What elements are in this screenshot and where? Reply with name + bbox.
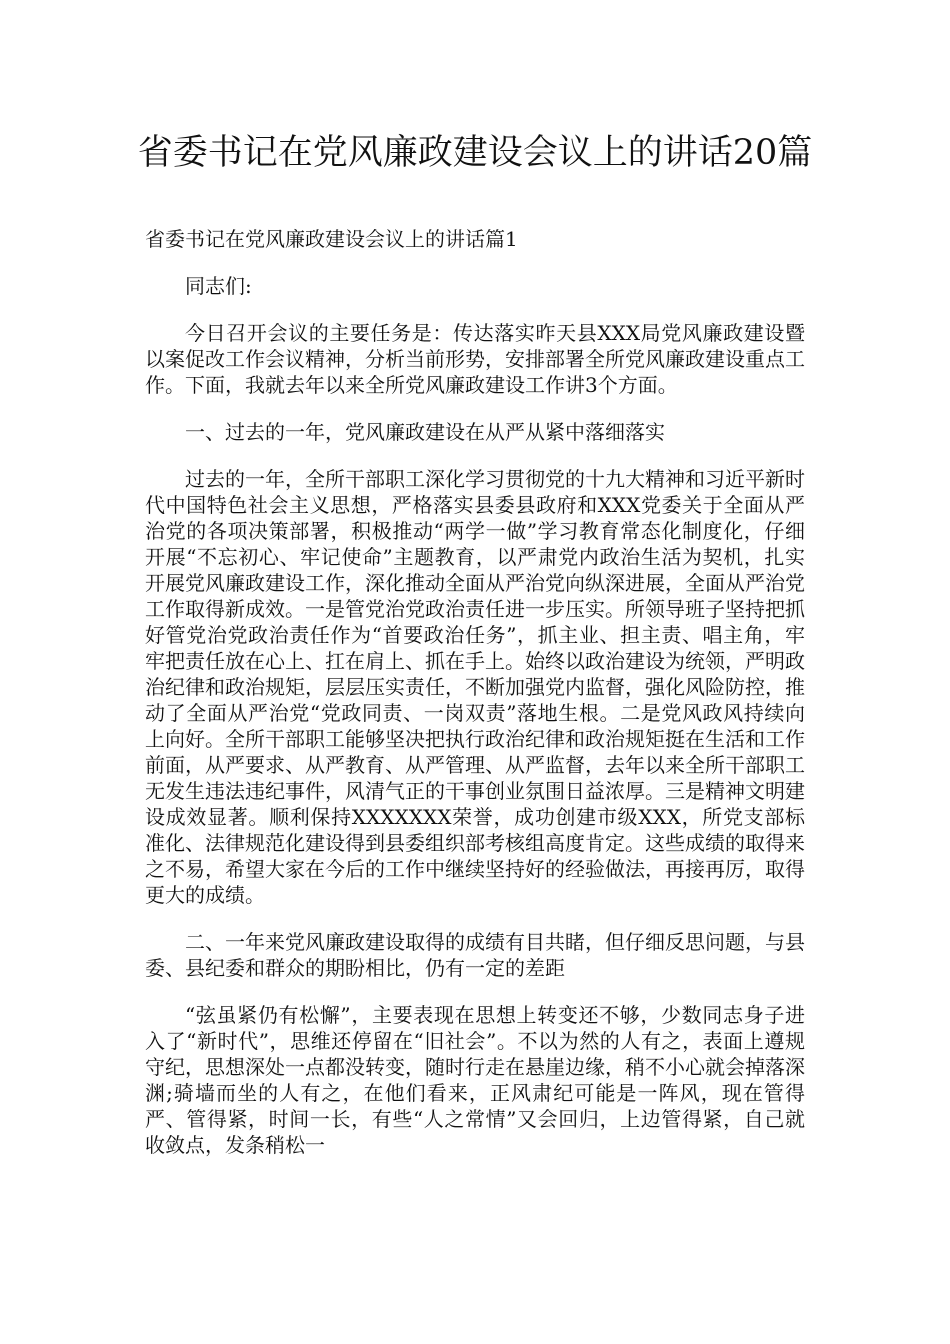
paragraph-greeting: 同志们: bbox=[185, 274, 252, 298]
paragraph-section-2: “弦虽紧仍有松懈”，主要表现在思想上转变还不够，少数同志身子进入了“新时代”，思维还停留在“旧社会”。不以为然的人有之，表面上遵规守纪，思想深处一点都没转变，随时行走在悬崖边缘，稍不小心就会掉落深渊;骑墙而坐的人有之，在他们看来，正风肃纪可能是一阵风，现在管得严、管得紧，时间一长，有些“人之常情”又会回归，上边管得紧，自己就收敛点，发条稍松一 bbox=[145, 1003, 805, 1157]
paragraph-section-1: 过去的一年，全所干部职工深化学习贯彻党的十九大精神和习近平新时代中国特色社会主义思想，严格落实县委县政府和XXX党委关于全面从严治党的各项决策部署，积极推动“两学一做”学习教育常态化制度化，仔细开展“不忘初心、牢记使命”主题教育，以严肃党内政治生活为契机，扎实开展党风廉政建设工作，深化推动全面从严治党向纵深进展，全面从严治党工作取得新成效。一是管党治党政治责任进一步压实。所领导班子坚持把抓好管党治党政治责任作为“首要政治任务”，抓主业、担主责、唱主角，牢牢把责任放在心上、扛在肩上、抓在手上。始终以政治建设为统领，严明政治纪律和政治规矩，层层压实责任，不断加强党内监督，强化风险防控，推动了全面从严治党“党政同责、一岗双责”落地生根。二是党风政风持续向上向好。全所干部职工能够坚决把执行政治纪律和政治规矩挺在生活和工作前面，从严要求、从严教育、从严管理、从严监督，去年以来全所干部职工无发生违法违纪事件，风清气正的干事创业氛围日益浓厚。三是精神文明建设成效显著。顺利保持XXXXXXX荣誉，成功创建市级XXX，所党支部标准化、法律规范化建设得到县委组织部考核组高度肯定。这些成绩的取得来之不易，希望大家在今后的工作中继续坚持好的经验做法，再接再厉，取得更大的成绩。 bbox=[145, 467, 805, 907]
document-subtitle: 省委书记在党风廉政建设会议上的讲话篇1 bbox=[145, 227, 518, 251]
document-title: 省委书记在党风廉政建设会议上的讲话20篇 bbox=[137, 133, 813, 173]
document-body bbox=[145, 273, 805, 1179]
section-heading-1: 一、过去的一年，党风廉政建设在从严从紧中落细落实 bbox=[185, 420, 665, 444]
section-heading-2: 二、一年来党风廉政建设取得的成绩有目共睹，但仔细反思问题，与县委、县纪委和群众的期盼相比，仍有一定的差距 bbox=[145, 930, 805, 980]
paragraph-intro: 今日召开会议的主要任务是：传达落实昨天县XXX局党风廉政建设暨以案促改工作会议精神，分析当前形势，安排部署全所党风廉政建设重点工作。下面，我就去年以来全所党风廉政建设工作讲3个方面。 bbox=[145, 321, 805, 397]
